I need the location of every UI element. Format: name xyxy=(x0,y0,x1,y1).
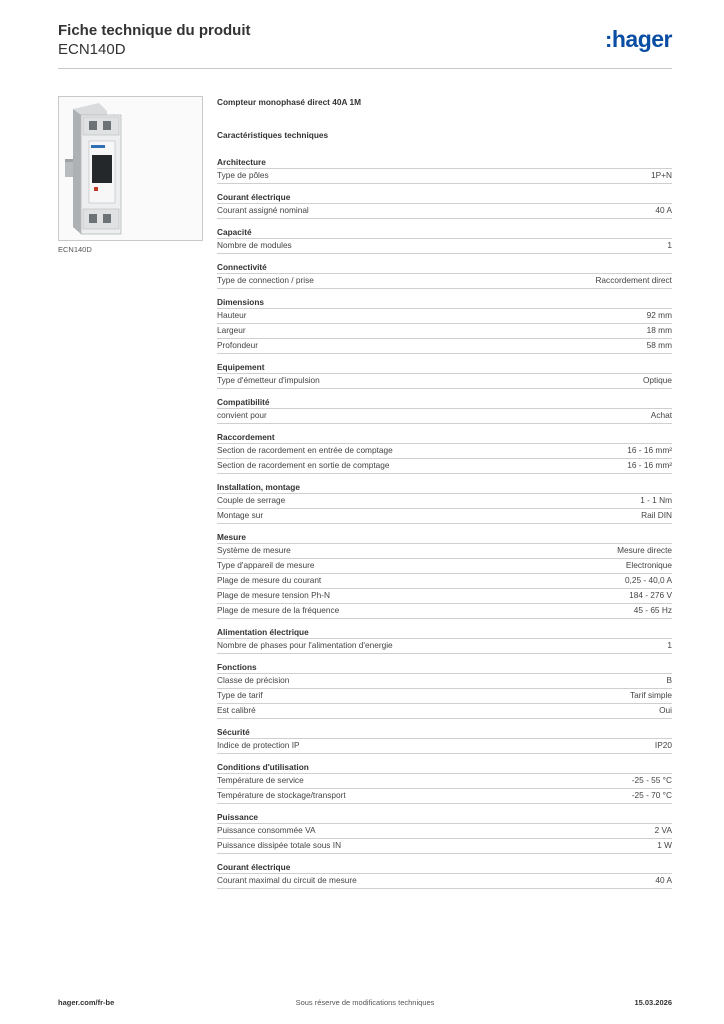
spec-name: Couple de serrage xyxy=(217,495,286,505)
spec-row xyxy=(217,493,672,507)
spec-name: Montage sur xyxy=(217,510,264,520)
spec-name: Classe de précision xyxy=(217,675,290,685)
spec-name: Température de service xyxy=(217,775,304,785)
spec-row xyxy=(217,168,672,182)
logo-text: hager xyxy=(611,26,672,52)
spec-value: 16 - 16 mm² xyxy=(627,445,672,455)
energy-meter-icon xyxy=(59,97,202,240)
image-caption: ECN140D xyxy=(58,245,92,254)
spec-group-title: Alimentation électrique xyxy=(217,627,309,637)
spec-group-title: Connectivité xyxy=(217,262,267,272)
spec-value: IP20 xyxy=(654,740,672,750)
spec-name: Plage de mesure du courant xyxy=(217,575,322,585)
spec-group-title: Fonctions xyxy=(217,662,257,672)
spec-row xyxy=(217,838,672,852)
spec-row xyxy=(217,788,672,802)
spec-value: Mesure directe xyxy=(617,545,672,555)
spec-row xyxy=(217,203,672,217)
divider xyxy=(217,853,672,854)
spec-value: 16 - 16 mm² xyxy=(627,460,672,470)
specs-heading: Caractéristiques techniques xyxy=(217,130,329,140)
spec-row xyxy=(217,638,672,652)
spec-value: 0,25 - 40,0 A xyxy=(624,575,672,585)
spec-name: Type de pôles xyxy=(217,170,269,180)
spec-row xyxy=(217,238,672,252)
spec-name: Section de racordement en entrée de comptage xyxy=(217,445,393,455)
spec-value: 1 - 1 Nm xyxy=(640,495,672,505)
spec-row xyxy=(217,823,672,837)
page-footer xyxy=(58,998,672,1010)
spec-group-title: Compatibilité xyxy=(217,397,270,407)
divider xyxy=(217,253,672,254)
footer-disclaimer: Sous réserve de modifications techniques xyxy=(295,998,435,1007)
footer-website-link[interactable]: hager.com/fr-be xyxy=(58,998,115,1007)
divider xyxy=(217,888,672,889)
spec-row xyxy=(217,603,672,617)
spec-row xyxy=(217,588,672,602)
spec-name: Courant maximal du circuit de mesure xyxy=(217,875,357,885)
spec-value: Tarif simple xyxy=(630,690,672,700)
spec-name: Type de connection / prise xyxy=(217,275,314,285)
spec-value: Rail DIN xyxy=(641,510,672,520)
spec-value: Electronique xyxy=(625,560,672,570)
spec-name: Puissance consommée VA xyxy=(217,825,316,835)
divider xyxy=(217,753,672,754)
spec-row xyxy=(217,273,672,287)
spec-row xyxy=(217,443,672,457)
hager-logo[interactable]: :hager xyxy=(605,26,672,52)
spec-name: Courant assigné nominal xyxy=(217,205,309,215)
spec-name: Est calibré xyxy=(217,705,256,715)
spec-name: Plage de mesure de la fréquence xyxy=(217,605,340,615)
spec-row xyxy=(217,373,672,387)
divider xyxy=(217,423,672,424)
spec-name: convient pour xyxy=(217,410,267,420)
spec-value: 1 W xyxy=(657,840,672,850)
product-image xyxy=(58,96,203,241)
spec-value: 1P+N xyxy=(651,170,672,180)
divider xyxy=(217,523,672,524)
spec-row xyxy=(217,773,672,787)
spec-value: 40 A xyxy=(655,875,672,885)
spec-name: Largeur xyxy=(217,325,246,335)
spec-value: 58 mm xyxy=(646,340,672,350)
spec-row xyxy=(217,508,672,522)
page-header xyxy=(58,22,672,69)
spec-name: Section de racordement en sortie de comptage xyxy=(217,460,390,470)
spec-row xyxy=(217,573,672,587)
spec-value: 40 A xyxy=(655,205,672,215)
spec-value: Optique xyxy=(642,375,672,385)
spec-group-title: Conditions d'utilisation xyxy=(217,762,309,772)
spec-row xyxy=(217,543,672,557)
spec-value: 92 mm xyxy=(646,310,672,320)
spec-value: -25 - 70 °C xyxy=(631,790,672,800)
spec-value: B xyxy=(666,675,672,685)
spec-row xyxy=(217,458,672,472)
spec-row xyxy=(217,323,672,337)
spec-value: 2 VA xyxy=(654,825,672,835)
spec-row xyxy=(217,338,672,352)
product-description: Compteur monophasé direct 40A 1M xyxy=(217,97,361,107)
spec-value: -25 - 55 °C xyxy=(631,775,672,785)
divider xyxy=(217,618,672,619)
spec-value: Achat xyxy=(650,410,672,420)
spec-value: Oui xyxy=(659,705,672,715)
spec-group-title: Mesure xyxy=(217,532,247,542)
spec-name: Température de stockage/transport xyxy=(217,790,346,800)
spec-name: Hauteur xyxy=(217,310,247,320)
spec-group-title: Installation, montage xyxy=(217,482,300,492)
spec-name: Type d'appareil de mesure xyxy=(217,560,315,570)
spec-value: 184 - 276 V xyxy=(629,590,672,600)
spec-name: Nombre de phases pour l'alimentation d'energie xyxy=(217,640,393,650)
spec-name: Indice de protection IP xyxy=(217,740,300,750)
spec-name: Profondeur xyxy=(217,340,259,350)
page-title: Fiche technique du produit xyxy=(58,22,251,39)
spec-group-title: Architecture xyxy=(217,157,266,167)
product-reference: ECN140D xyxy=(58,41,126,58)
divider xyxy=(217,183,672,184)
spec-name: Système de mesure xyxy=(217,545,291,555)
divider xyxy=(217,218,672,219)
spec-value: 18 mm xyxy=(646,325,672,335)
spec-row xyxy=(217,558,672,572)
divider xyxy=(217,388,672,389)
spec-value: Raccordement direct xyxy=(595,275,672,285)
divider xyxy=(217,653,672,654)
spec-row xyxy=(217,408,672,422)
spec-group-title: Courant électrique xyxy=(217,862,291,872)
spec-name: Puissance dissipée totale sous IN xyxy=(217,840,342,850)
divider xyxy=(217,718,672,719)
spec-value: 45 - 65 Hz xyxy=(633,605,672,615)
spec-group-title: Capacité xyxy=(217,227,252,237)
spec-group-title: Courant électrique xyxy=(217,192,291,202)
spec-value: 1 xyxy=(667,240,672,250)
divider xyxy=(217,803,672,804)
divider xyxy=(217,473,672,474)
spec-row xyxy=(217,308,672,322)
spec-group-title: Puissance xyxy=(217,812,259,822)
spec-group-title: Equipement xyxy=(217,362,265,372)
spec-group-title: Dimensions xyxy=(217,297,265,307)
spec-row xyxy=(217,738,672,752)
spec-value: 1 xyxy=(667,640,672,650)
spec-name: Plage de mesure tension Ph-N xyxy=(217,590,330,600)
spec-name: Type d'émetteur d'impulsion xyxy=(217,375,320,385)
spec-name: Nombre de modules xyxy=(217,240,292,250)
spec-group-title: Raccordement xyxy=(217,432,275,442)
spec-group-title: Sécurité xyxy=(217,727,250,737)
divider xyxy=(217,353,672,354)
divider xyxy=(217,288,672,289)
spec-row xyxy=(217,703,672,717)
spec-row xyxy=(217,688,672,702)
spec-row xyxy=(217,873,672,887)
spec-name: Type de tarif xyxy=(217,690,263,700)
spec-row xyxy=(217,673,672,687)
footer-date: 15.03.2026 xyxy=(634,998,672,1007)
